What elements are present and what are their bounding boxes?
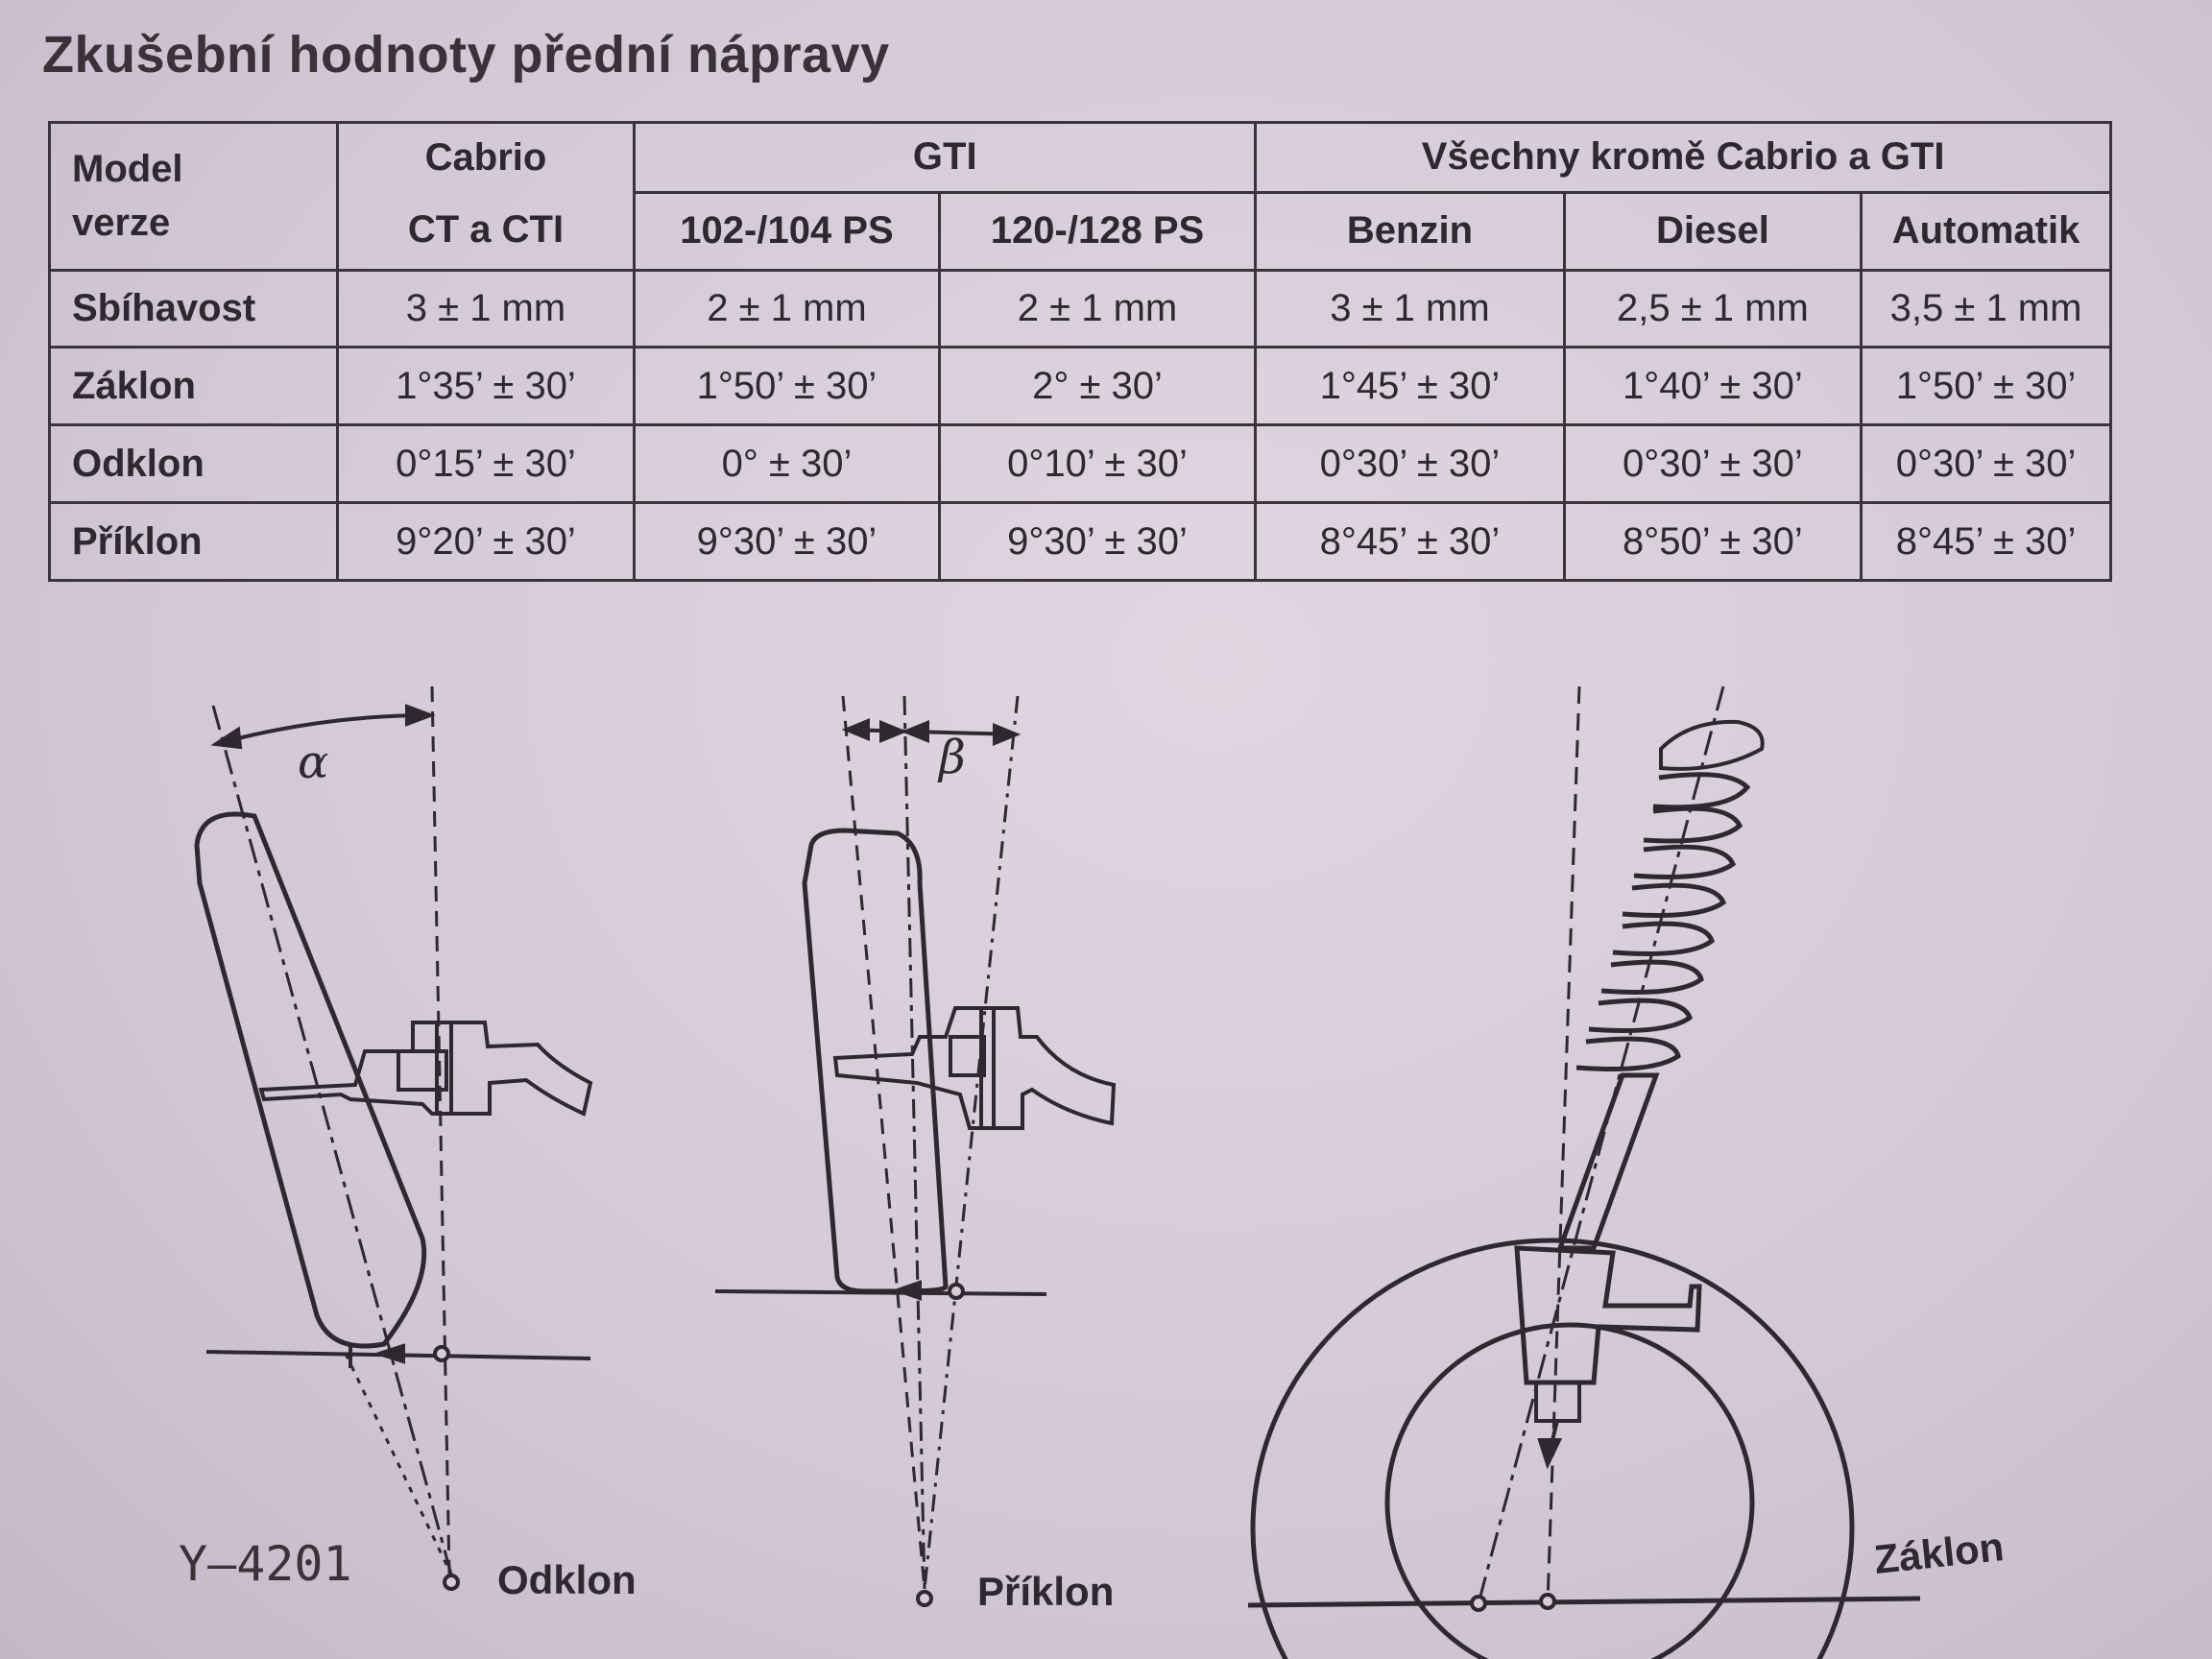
header-others-sub2: Diesel xyxy=(1564,192,1861,270)
table-cell: 9°30’ ± 30’ xyxy=(635,503,940,581)
header-gti: GTI xyxy=(635,123,1256,193)
header-cabrio-sub: CT a CTI xyxy=(337,192,634,270)
table-cell: 0°30’ ± 30’ xyxy=(1862,425,2111,503)
header-model xyxy=(50,123,338,271)
header-cabrio: Cabrio xyxy=(337,123,634,193)
row-label: Záklon xyxy=(50,348,338,425)
table-cell: 1°45’ ± 30’ xyxy=(1256,348,1564,425)
table-cell: 8°45’ ± 30’ xyxy=(1862,503,2111,581)
figure-code: Y–4201 xyxy=(179,1536,352,1592)
table-cell: 0°15’ ± 30’ xyxy=(337,425,634,503)
header-model-line1: Model xyxy=(72,148,183,191)
table-cell: 1°40’ ± 30’ xyxy=(1564,348,1861,425)
front-axle-spec-table xyxy=(48,121,2112,582)
table-cell: 0°10’ ± 30’ xyxy=(939,425,1256,503)
table-cell: 3 ± 1 mm xyxy=(1256,270,1564,348)
label-zaklon: Záklon xyxy=(1871,1524,2007,1582)
header-gti-sub2: 120-/128 PS xyxy=(939,192,1256,270)
table-cell: 3 ± 1 mm xyxy=(337,270,634,348)
row-label: Příklon xyxy=(50,503,338,581)
table-cell: 0° ± 30’ xyxy=(635,425,940,503)
header-others: Všechny kromě Cabrio a GTI xyxy=(1256,123,2111,193)
page-title: Zkušební hodnoty přední nápravy xyxy=(42,26,890,84)
kingpin-drawing xyxy=(715,696,1114,1605)
table-cell: 2 ± 1 mm xyxy=(939,270,1256,348)
table-row xyxy=(50,348,2111,425)
wheel-alignment-diagram xyxy=(0,614,2212,1659)
caster-drawing xyxy=(1248,686,1920,1659)
label-odklon: Odklon xyxy=(497,1557,637,1602)
table-cell: 9°20’ ± 30’ xyxy=(337,503,634,581)
table-row xyxy=(50,425,2111,503)
header-others-sub1: Benzin xyxy=(1256,192,1564,270)
header-gti-sub1: 102-/104 PS xyxy=(635,192,940,270)
header-others-sub3: Automatik xyxy=(1862,192,2111,270)
table-cell: 9°30’ ± 30’ xyxy=(939,503,1256,581)
table-cell: 0°30’ ± 30’ xyxy=(1564,425,1861,503)
header-model-line2: verze xyxy=(72,202,171,245)
label-priklon: Příklon xyxy=(977,1569,1115,1614)
table-header-row-1 xyxy=(50,123,2111,193)
table-cell: 3,5 ± 1 mm xyxy=(1862,270,2111,348)
table-cell: 2° ± 30’ xyxy=(939,348,1256,425)
table-cell: 1°50’ ± 30’ xyxy=(635,348,940,425)
table-cell: 1°35’ ± 30’ xyxy=(337,348,634,425)
table-cell: 2,5 ± 1 mm xyxy=(1564,270,1861,348)
table-row xyxy=(50,270,2111,348)
table-cell: 1°50’ ± 30’ xyxy=(1862,348,2111,425)
camber-drawing xyxy=(197,686,590,1589)
table-cell: 8°50’ ± 30’ xyxy=(1564,503,1861,581)
table-header-row-2 xyxy=(50,192,2111,270)
beta-symbol: β xyxy=(939,731,966,784)
table-row xyxy=(50,503,2111,581)
row-label: Sbíhavost xyxy=(50,270,338,348)
table-cell: 0°30’ ± 30’ xyxy=(1256,425,1564,503)
table-cell: 2 ± 1 mm xyxy=(635,270,940,348)
table-cell: 8°45’ ± 30’ xyxy=(1256,503,1564,581)
row-label: Odklon xyxy=(50,425,338,503)
alpha-symbol: α xyxy=(298,735,329,789)
